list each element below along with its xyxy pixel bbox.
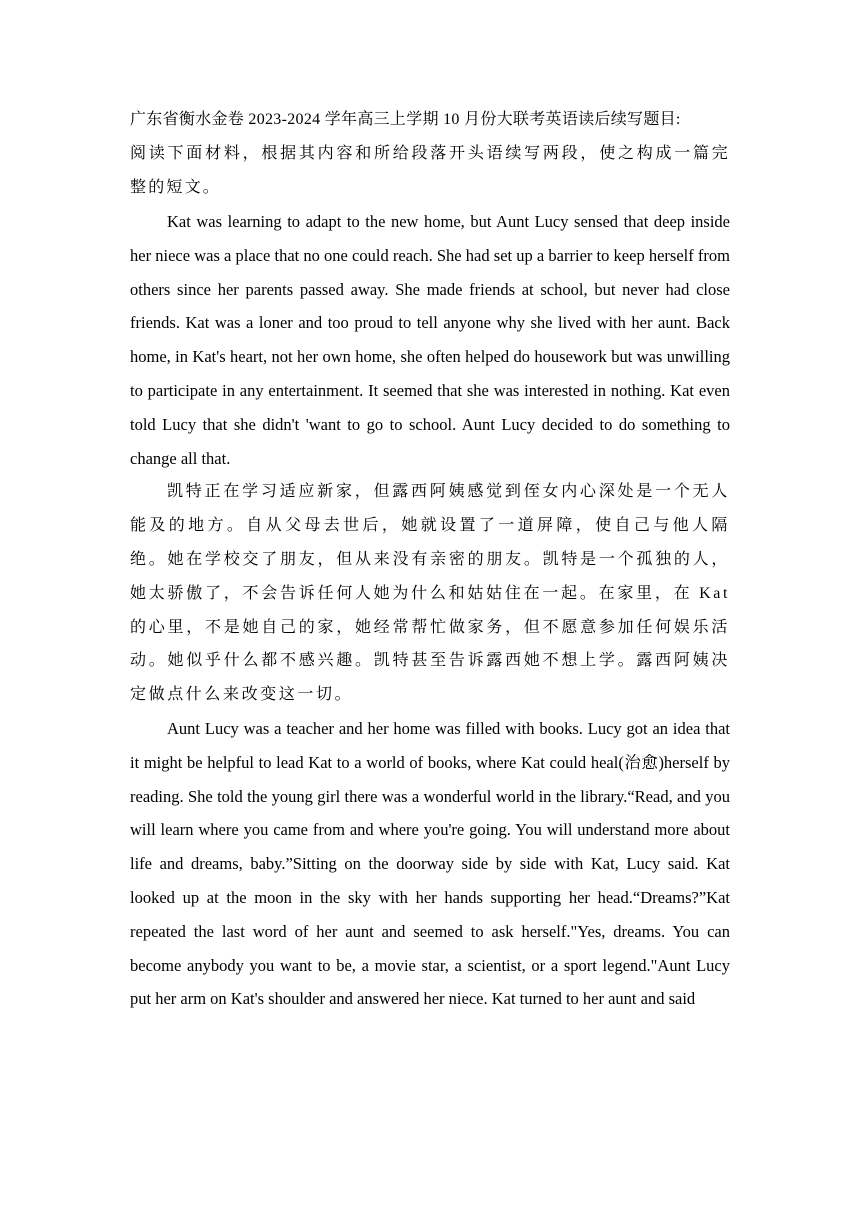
document-title: 广东省衡水金卷 2023-2024 学年高三上学期 10 月份大联考英语读后续写题目: <box>130 111 681 128</box>
paragraph-english-2: Aunt Lucy was a teacher and her home was filled with books. Lucy got an idea that it might be helpful to lead Kat to a world of books, where Kat could heal(治愈)herself by reading. She told the young girl there was a wonderful world in the library.“Read, and you will learn where you came from and where you're going. You will understand more about life and dreams, baby.”Sitting on the doorway side by side with Kat, Lucy said. Kat looked up at the moon in the sky with her hands supporting her head.“Dreams?”Kat repeated the last word of her aunt and seemed to ask herself."Yes, dreams. You can become anybody you want to be, a movie star, a scientist, or a sport legend."Aunt Lucy put her arm on Kat's shoulder and answered her niece. Kat turned to her aunt and said <box>130 718 730 1009</box>
paragraph-chinese-translation: 凯特正在学习适应新家，但露西阿姨感觉到侄女内心深处是一个无人能及的地方。自从父母去世后，她就设置了一道屏障，使自己与他人隔绝。她在学校交了朋友，但从来没有亲密的朋友。凯特是一个孤独的人，她太骄傲了，不会告诉任何人她为什么和姑姑住在一起。在家里，在 Kat 的心里，不是她自己的家，她经常帮忙做家务，但不愿意参加任何娱乐活动。她似乎什么都不感兴趣。凯特甚至告诉露西她不想上学。露西阿姨决定做点什么来改变这一切。 <box>130 483 730 704</box>
paragraph-english-1: Kat was learning to adapt to the new home, but Aunt Lucy sensed that deep inside her niece was a place that no one could reach. She had set up a barrier to keep herself from others since her parents passed away. She made friends at school, but never had close friends. Kat was a loner and too proud to tell anyone why she lived with her aunt. Back home, in Kat's heart, not her own home, she often helped do housework but was unwilling to participate in any entertainment. It seemed that she was interested in nothing. Kat even told Lucy that she didn't 'want to go to school. Aunt Lucy decided to do something to change all that. <box>130 212 730 468</box>
task-instruction: 阅读下面材料，根据其内容和所给段落开头语续写两段，使之构成一篇完整的短文。 <box>130 145 730 196</box>
document-page <box>130 103 730 1016</box>
